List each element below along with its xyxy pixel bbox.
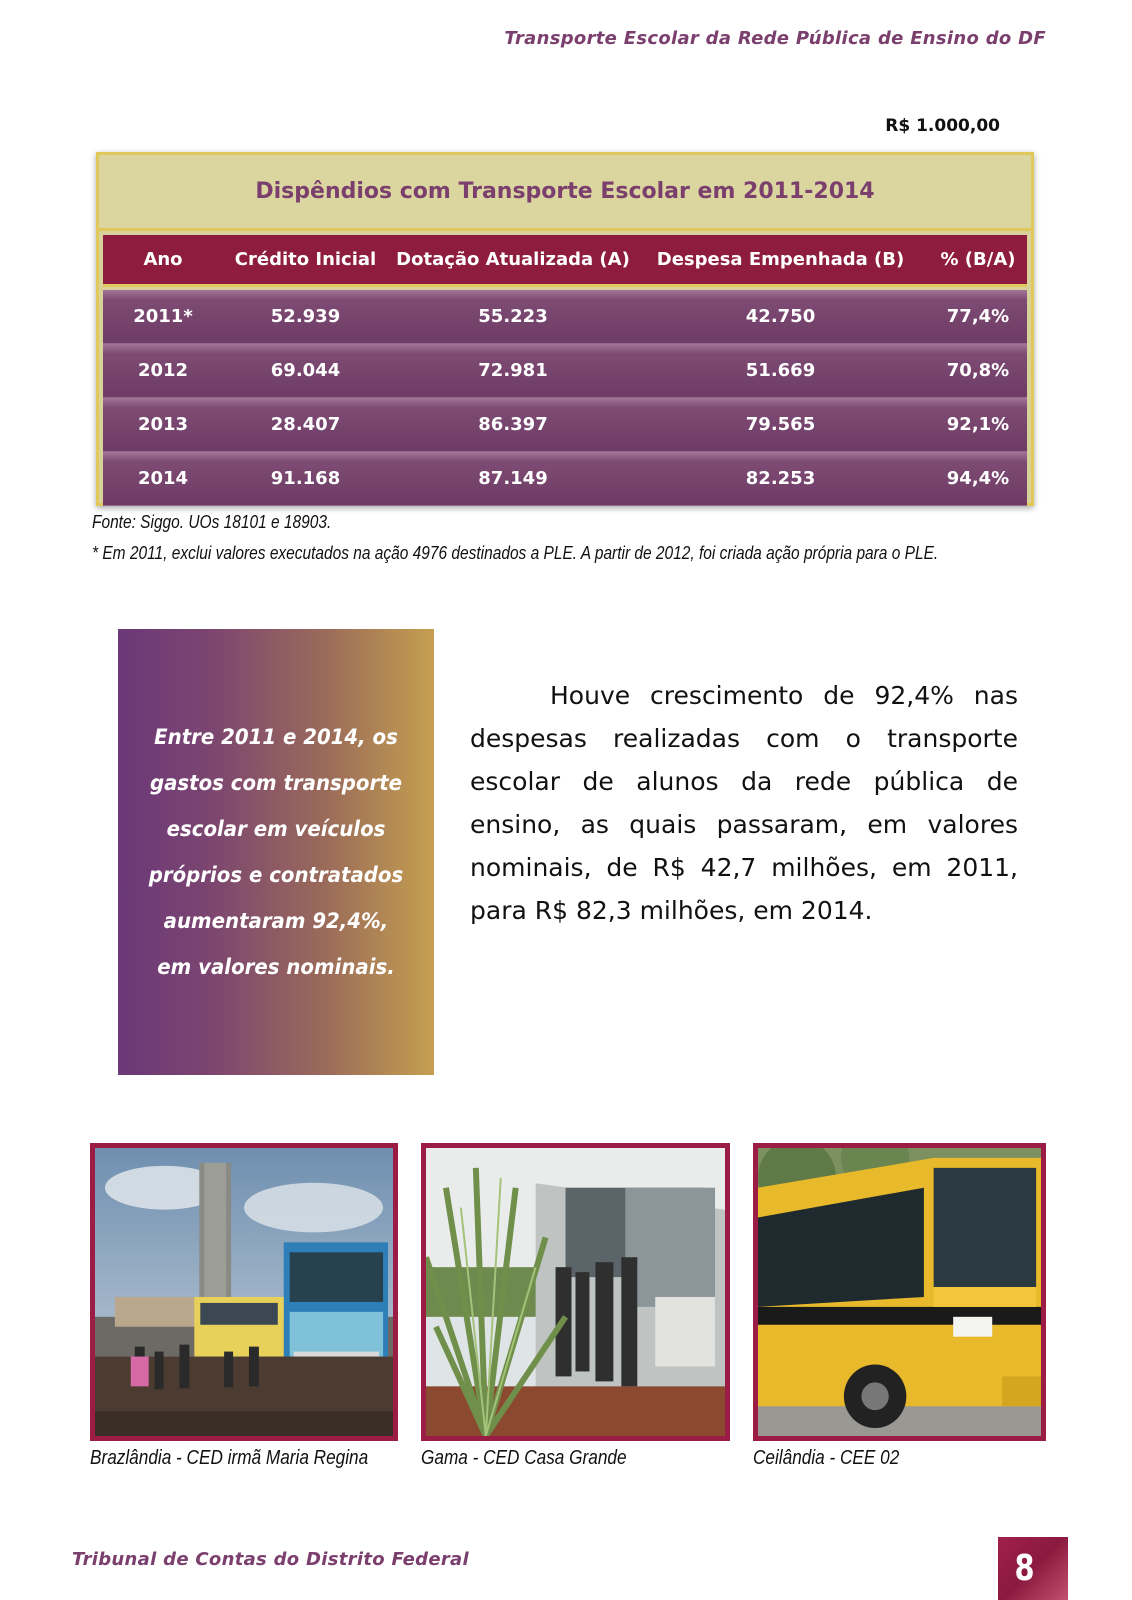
body-paragraph: Houve crescimento de 92,4% nas despesas realizadas com o transporte escolar de alunos da rede pública de ensino, as quais passaram, em valores nominais, de R$ 42,7 milhões, em 2011, para R$ 82,3 milhões, em 2014. — [470, 681, 1018, 925]
table-source: Fonte: Siggo. UOs 18101 e 18903. — [92, 512, 332, 532]
table-unit-label: R$ 1.000,00 — [885, 116, 1000, 136]
cell-despesa-empenhada: 79.565 — [745, 414, 816, 435]
page-number-badge — [998, 1537, 1068, 1600]
bus-station-image — [95, 1148, 393, 1436]
table-header-row — [103, 235, 1027, 287]
table-footnote: * Em 2011, exclui valores executados na ação 4976 destinados a PLE. A partir de 2012, foi criada ação própria para o PLE. — [92, 543, 939, 563]
photo-caption-gama: Gama - CED Casa Grande — [421, 1447, 627, 1469]
cell-ano: 2012 — [137, 360, 189, 381]
cell-percentual: 77,4% — [946, 306, 1010, 327]
footer-organization: Tribunal de Contas do Distrito Federal — [72, 1549, 469, 1570]
column-header-dotacao-atualizada: Dotação Atualizada (A) — [396, 249, 630, 270]
callout-text: Entre 2011 e 2014, os gastos com transporte escolar em veículos próprios e contratados aumentaram 92,4%, em valores nominais. — [148, 725, 404, 979]
cell-despesa-empenhada: 51.669 — [745, 360, 816, 381]
highlight-callout — [118, 629, 434, 1075]
column-header-ano: Ano — [143, 249, 183, 270]
table-row — [103, 452, 1027, 506]
cell-percentual: 92,1% — [946, 414, 1010, 435]
table-row — [103, 344, 1027, 398]
cell-percentual: 70,8% — [946, 360, 1010, 381]
table-body — [103, 290, 1027, 499]
photo-caption-brazlandia: Brazlândia - CED irmã Maria Regina — [90, 1447, 369, 1469]
cell-credito-inicial: 28.407 — [270, 414, 341, 435]
school-bus-image — [758, 1148, 1041, 1436]
column-header-credito-inicial: Crédito Inicial — [234, 249, 377, 270]
column-header-despesa-empenhada: Despesa Empenhada (B) — [656, 249, 905, 270]
cell-ano: 2013 — [137, 414, 189, 435]
page-number: 8 — [1014, 1548, 1036, 1589]
cell-dotacao-atualizada: 86.397 — [478, 414, 548, 435]
cell-percentual: 94,4% — [946, 468, 1010, 489]
cell-credito-inicial: 69.044 — [270, 360, 341, 381]
expenses-table — [96, 152, 1034, 506]
table-row — [103, 290, 1027, 344]
cell-ano: 2011* — [133, 306, 193, 327]
photo-brazlandia — [90, 1143, 398, 1441]
photo-ceilandia — [753, 1143, 1046, 1441]
cell-credito-inicial: 52.939 — [270, 306, 341, 327]
cell-dotacao-atualizada: 87.149 — [478, 468, 548, 489]
cell-despesa-empenhada: 42.750 — [745, 306, 816, 327]
cell-despesa-empenhada: 82.253 — [745, 468, 816, 489]
table-row — [103, 398, 1027, 452]
cell-ano: 2014 — [137, 468, 189, 489]
photo-caption-ceilandia: Ceilândia - CEE 02 — [753, 1447, 900, 1469]
photo-gama — [421, 1143, 730, 1441]
column-header-percentual: % (B/A) — [940, 249, 1016, 270]
table-title: Dispêndios com Transporte Escolar em 2011-2014 — [99, 155, 1031, 231]
cell-dotacao-atualizada: 55.223 — [478, 306, 548, 327]
cell-credito-inicial: 91.168 — [270, 468, 341, 489]
bus-boarding-image — [426, 1148, 725, 1436]
cell-dotacao-atualizada: 72.981 — [478, 360, 548, 381]
running-header: Transporte Escolar da Rede Pública de Ensino do DF — [504, 28, 1046, 49]
